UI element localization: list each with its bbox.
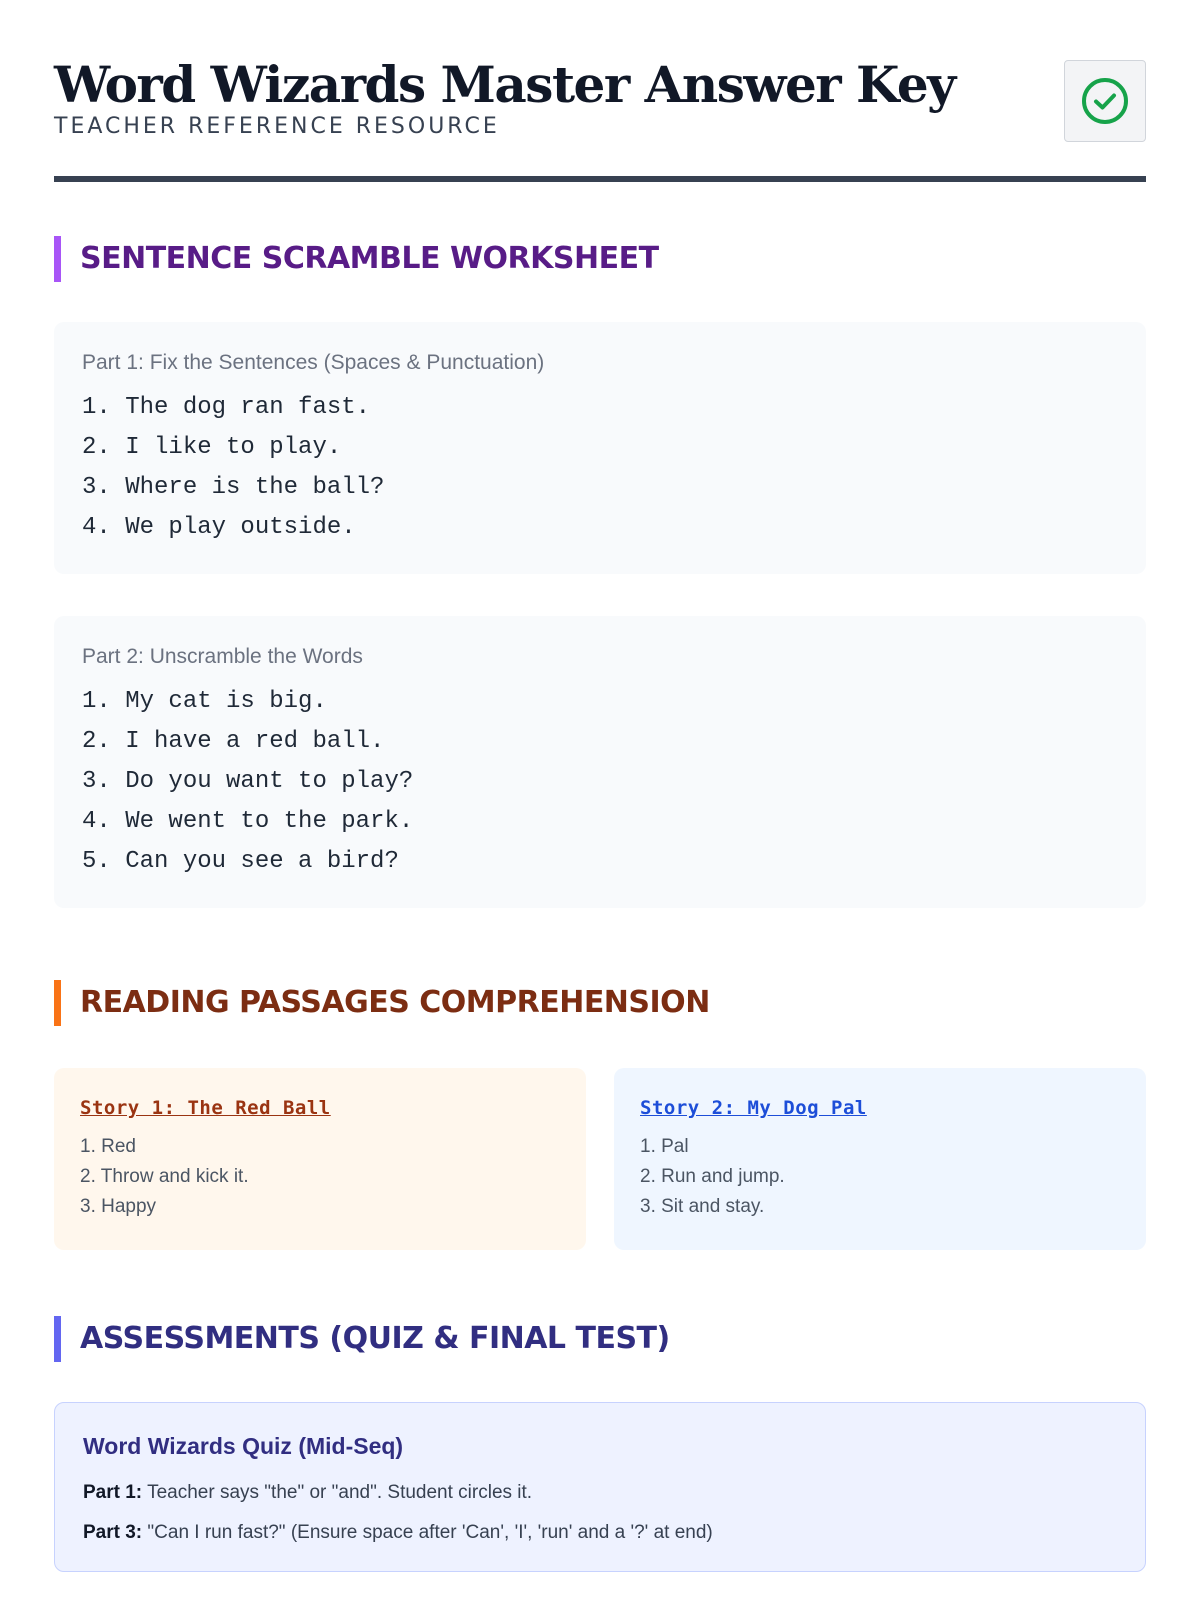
page-subtitle: TEACHER REFERENCE RESOURCE (54, 114, 500, 139)
list-item: 4. We went to the park. (82, 808, 414, 835)
section-heading-scramble: SENTENCE SCRAMBLE WORKSHEET (54, 236, 1146, 282)
page-header (54, 0, 1146, 139)
quiz-card (54, 1402, 1146, 1572)
story1-title-link[interactable]: Story 1: The Red Ball (80, 1097, 331, 1119)
list-item: 1. My cat is big. (82, 688, 327, 715)
part2-answer-list (82, 682, 1118, 882)
header-divider (54, 176, 1146, 182)
page-title: Word Wizards Master Answer Key (54, 55, 955, 114)
check-circle-icon (1080, 76, 1130, 126)
quiz-part3-line (83, 1513, 1117, 1553)
check-badge (1064, 60, 1146, 142)
scramble-part2-card (54, 616, 1146, 908)
list-item: 3. Where is the ball? (82, 474, 385, 501)
quiz-part1-label: Part 1: (83, 1482, 143, 1503)
list-item: 2. I like to play. (82, 434, 342, 461)
quiz-part3-text: "Can I run fast?" (Ensure space after 'Can', 'I', 'run' and a '?' at end) (147, 1522, 713, 1543)
part2-label: Part 2: Unscramble the Words (82, 645, 363, 668)
story2-answer-list (640, 1132, 1120, 1222)
story1-card (54, 1068, 586, 1250)
section-heading-assessments: ASSESSMENTS (QUIZ & FINAL TEST) (54, 1316, 1146, 1362)
list-item: 3. Sit and stay. (640, 1196, 765, 1217)
list-item: 2. I have a red ball. (82, 728, 385, 755)
list-item: 3. Do you want to play? (82, 768, 414, 795)
list-item: 1. The dog ran fast. (82, 394, 371, 421)
quiz-part3-label: Part 3: (83, 1522, 143, 1543)
list-item: 5. Can you see a bird? (82, 848, 399, 875)
part1-answer-list (82, 388, 1118, 548)
part1-label: Part 1: Fix the Sentences (Spaces & Punctuation) (82, 351, 545, 374)
stories-row (54, 1068, 1146, 1250)
quiz-part1-text: Teacher says "the" or "and". Student circles it. (147, 1482, 533, 1503)
section-heading-reading: READING PASSAGES COMPREHENSION (54, 980, 1146, 1026)
quiz-title: Word Wizards Quiz (Mid-Seq) (83, 1433, 404, 1459)
story2-title-link[interactable]: Story 2: My Dog Pal (640, 1097, 867, 1119)
list-item: 2. Run and jump. (640, 1166, 785, 1187)
story2-card (614, 1068, 1146, 1250)
list-item: 3. Happy (80, 1196, 157, 1217)
list-item: 1. Pal (640, 1136, 689, 1157)
scramble-part1-card (54, 322, 1146, 574)
quiz-part1-line (83, 1473, 1117, 1513)
list-item: 1. Red (80, 1136, 136, 1157)
list-item: 4. We play outside. (82, 514, 356, 541)
list-item: 2. Throw and kick it. (80, 1166, 249, 1187)
story1-answer-list (80, 1132, 560, 1222)
